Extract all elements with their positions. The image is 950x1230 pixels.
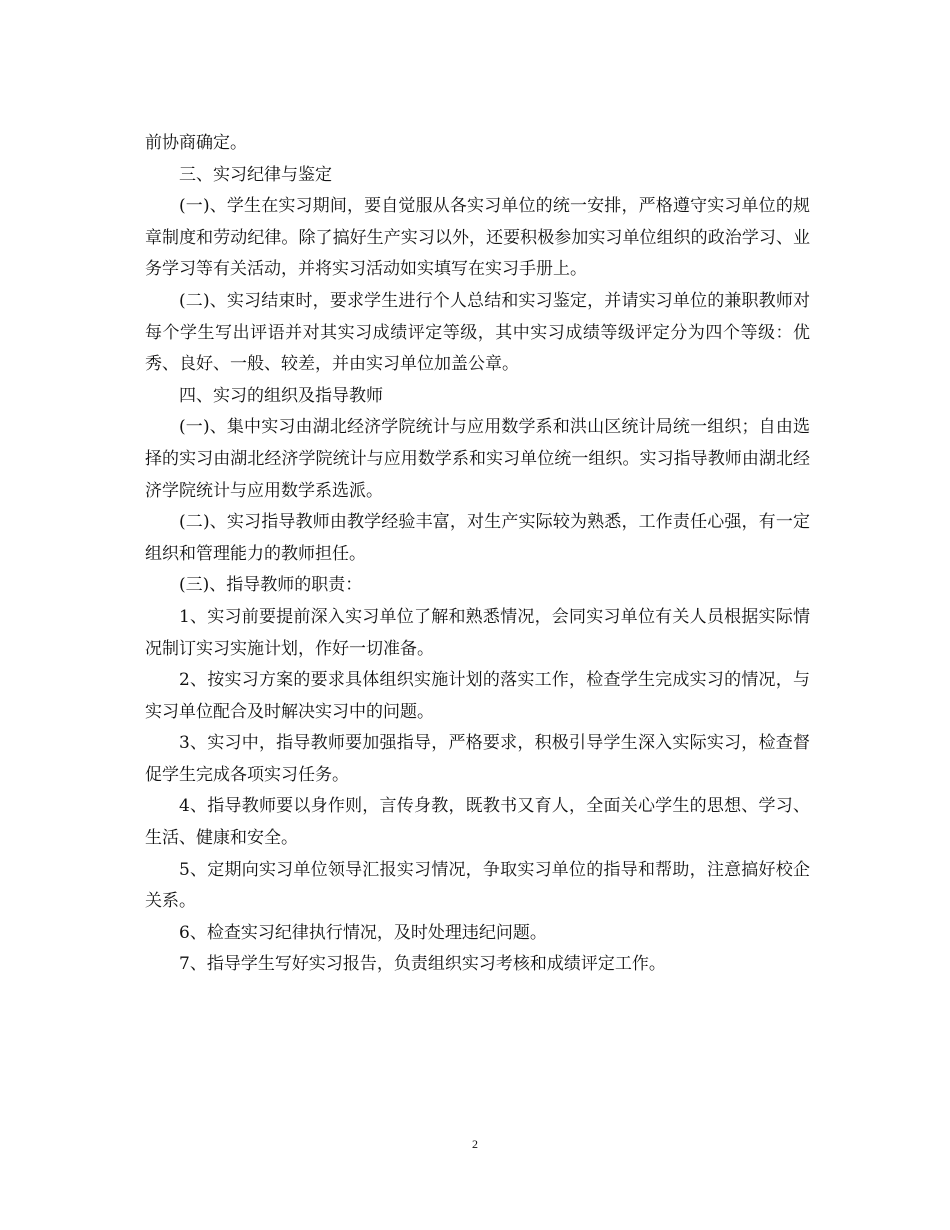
- list-item: 1、实习前要提前深入实习单位了解和熟悉情况，会同实习单位有关人员根据实际情况制订实习实施计划，作好一切准备。: [145, 606, 810, 659]
- document-body: [145, 128, 810, 981]
- page-number: 2: [472, 1137, 478, 1151]
- paragraph: 前协商确定。: [145, 133, 247, 153]
- paragraph: (二)、实习结束时，要求学生进行个人总结和实习鉴定，并请实习单位的兼职教师对每个学生写出评语并对其实习成绩评定等级，其中实习成绩等级评定分为四个等级：优秀、良好、一般、较差，并由实习单位加盖公章。: [145, 290, 810, 375]
- list-item: 6、检查实习纪律执行情况，及时处理违纪问题。: [179, 922, 547, 943]
- paragraph: (一)、学生在实习期间，要自觉服从各实习单位的统一安排，严格遵守实习单位的规章制度和劳动纪律。除了搞好生产实习以外，还要积极参加实习单位组织的政治学习、业务学习等有关活动，并将实习活动如实填写在实习手册上。: [145, 196, 810, 280]
- list-item: 2、按实习方案的要求具体组织实施计划的落实工作，检查学生完成实习的情况，与实习单位配合及时解决实习中的问题。: [145, 670, 810, 722]
- section-heading: 三、实习纪律与鉴定: [179, 164, 332, 185]
- section-heading: 四、实习的组织及指导教师: [179, 385, 383, 406]
- paragraph: (二)、实习指导教师由教学经验丰富，对生产实际较为熟悉，工作责任心强，有一定组织和管理能力的教师担任。: [145, 512, 810, 564]
- list-item: 7、指导学生写好实习报告，负责组织实习考核和成绩评定工作。: [179, 954, 666, 975]
- subsection-heading: (三)、指导教师的职责：: [179, 575, 363, 596]
- list-item: 4、指导教师要以身作则，言传身教，既教书又育人，全面关心学生的思想、学习、生活、健康和安全。: [145, 796, 810, 849]
- list-item: 3、实习中，指导教师要加强指导，严格要求，积极引导学生深入实际实习，检查督促学生完成各项实习任务。: [145, 733, 810, 785]
- paragraph: (一)、集中实习由湖北经济学院统计与应用数学系和洪山区统计局统一组织；自由选择的实习由湖北经济学院统计与应用数学系和实习单位统一组织。实习指导教师由湖北经济学院统计与应用数学系选派。: [145, 417, 810, 501]
- list-item: 5、定期向实习单位领导汇报实习情况，争取实习单位的指导和帮助，注意搞好校企关系。: [145, 859, 810, 912]
